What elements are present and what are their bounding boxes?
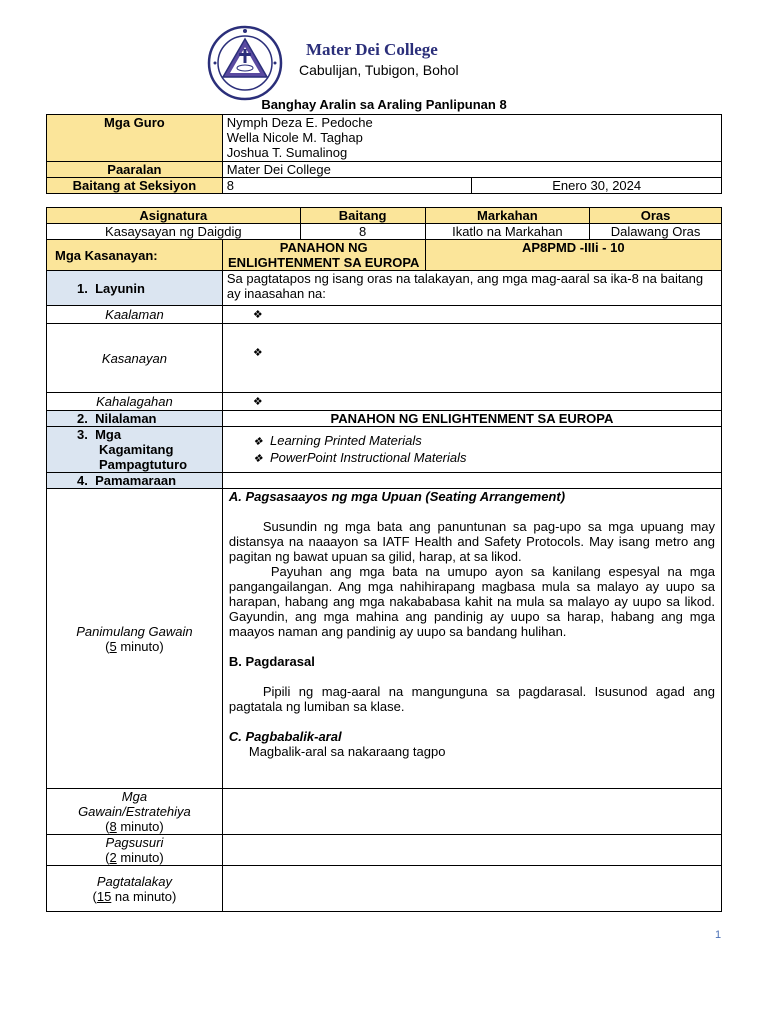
skill-content xyxy=(222,324,721,393)
subject-header: Asignatura xyxy=(47,208,301,224)
quarter-value: Ikatlo na Markahan xyxy=(425,224,590,240)
procedure-number: 4. xyxy=(77,473,88,488)
knowledge-content xyxy=(222,306,721,324)
topic-heading xyxy=(222,240,425,271)
activity-label-line: Pagtatalakay xyxy=(96,873,173,889)
introductory-activity-label xyxy=(47,489,223,789)
introductory-activity-content xyxy=(222,489,721,789)
teacher-name: Nymph Deza E. Pedoche xyxy=(226,115,373,130)
skills-label: Mga Kasanayan: xyxy=(47,240,223,271)
grade-value: 8 xyxy=(222,178,472,194)
analysis-label xyxy=(47,835,223,866)
material-item: ❖ Learning Printed Materials xyxy=(252,432,422,448)
page-number: 1 xyxy=(715,929,722,941)
content-number: 2. xyxy=(77,411,88,426)
materials-list xyxy=(222,427,721,473)
section-a-paragraph-1: Susundin ng mga bata ang panuntunan sa pag-upo sa mga upuang may distansya na naaayon sa IATF Health and Safety Protocols. May isang metro ang pagitan ng bawat upuan sa gilid, harap, at sa likod. xyxy=(228,519,715,564)
competency-code: AP8PMD -IIIi - 10 xyxy=(425,240,721,271)
school-address: Cabulijan, Tubigon, Bohol xyxy=(299,62,459,78)
school-label: Paaralan xyxy=(47,162,223,178)
activities-strategy-label xyxy=(47,789,223,835)
topic-line: PANAHON NG xyxy=(279,240,368,255)
introductory-activity-time: (5 minuto) xyxy=(105,638,164,654)
document-title: Banghay Aralin sa Araling Panlipunan 8 xyxy=(261,97,507,112)
objectives-label xyxy=(47,271,223,306)
teacher-info-table xyxy=(46,114,722,194)
date-value: Enero 30, 2024 xyxy=(472,178,722,194)
school-seal-logo xyxy=(207,25,283,101)
procedure-content xyxy=(222,473,721,489)
knowledge-label: Kaalaman xyxy=(47,306,223,324)
section-a-title: A. Pagsasaayos ng mga Upuan (Seating Arrangement) xyxy=(228,489,566,504)
diamond-bullet-icon: ❖ xyxy=(252,396,263,408)
activity-label-line: Pagsusuri xyxy=(105,835,164,850)
discussion-content xyxy=(222,866,721,912)
subject-value: Kasaysayan ng Daigdig xyxy=(47,224,301,240)
activities-strategy-content xyxy=(222,789,721,835)
discussion-label xyxy=(47,866,223,912)
activity-label-line: Mga xyxy=(121,789,148,804)
objectives-title: Layunin xyxy=(95,280,145,296)
diamond-bullet-icon: ❖ xyxy=(252,452,263,465)
grade-section-label: Baitang at Seksiyon xyxy=(47,178,223,194)
grade-header: Baitang xyxy=(300,208,425,224)
grade-cell-value: 8 xyxy=(300,224,425,240)
diamond-bullet-icon: ❖ xyxy=(252,347,263,359)
diamond-bullet-icon: ❖ xyxy=(252,309,263,321)
teacher-name: Wella Nicole M. Taghap xyxy=(226,130,363,145)
school-value: Mater Dei College xyxy=(222,162,721,178)
introductory-activity-title: Panimulang Gawain xyxy=(76,623,193,639)
content-value: PANAHON NG ENLIGHTENMENT SA EUROPA xyxy=(222,411,721,427)
section-c-paragraph: Magbalik-aral sa nakaraang tagpo xyxy=(248,744,446,759)
activity-time: (15 na minuto) xyxy=(92,888,177,904)
section-b-paragraph: Pipili ng mag-aaral na mangunguna sa pagdarasal. Isusunod agad ang pagtatala ng lumiban sa klase. xyxy=(228,684,715,714)
objectives-number: 1. xyxy=(77,280,88,296)
activity-time: (8 minuto) xyxy=(105,819,164,834)
school-name: Mater Dei College xyxy=(306,40,438,59)
objectives-text: Sa pagtatapos ng isang oras na talakayan, ang mga mag-aaral sa ika-8 na baitang ay inaasahan na: xyxy=(222,271,721,306)
activity-time: (2 minuto) xyxy=(105,850,164,865)
skill-label: Kasanayan xyxy=(47,324,223,393)
materials-title-line: Pampagtuturo xyxy=(99,457,188,472)
time-value: Dalawang Oras xyxy=(590,224,722,240)
value-content xyxy=(222,393,721,411)
teachers-list xyxy=(222,115,721,162)
procedure-title: Pamamaraan xyxy=(95,473,177,488)
materials-number: 3. xyxy=(77,427,88,442)
teacher-name: Joshua T. Sumalinog xyxy=(226,145,348,160)
materials-title-line: Kagamitang xyxy=(99,442,174,457)
value-label: Kahalagahan xyxy=(47,393,223,411)
section-c-title: C. Pagbabalik-aral xyxy=(228,729,342,744)
content-title: Nilalaman xyxy=(95,411,157,426)
material-item: ❖ PowerPoint Instructional Materials xyxy=(252,449,467,465)
time-header: Oras xyxy=(590,208,722,224)
procedure-label xyxy=(47,473,223,489)
teachers-label: Mga Guro xyxy=(47,115,223,162)
materials-label xyxy=(47,427,223,473)
section-a-paragraph-2: Payuhan ang mga bata na umupo ayon sa kanilang espesyal na mga pangangailangan. Ang mga nahihirapang magbasa mula sa malayo ay uupo sa harapan, habang ang mga nakababasa kahit na mula sa malayo ay uupo sa likod. Gayundin, ang mga mahina ang pandinig ay uupo sa harap, habang ang mga maayos naman ang pandinig ay uupo sa bandang hulihan. xyxy=(228,564,715,639)
activity-label-line: Gawain/Estratehiya xyxy=(78,804,191,819)
diamond-bullet-icon: ❖ xyxy=(252,435,263,448)
section-b-title: B. Pagdarasal xyxy=(228,654,315,669)
analysis-content xyxy=(222,835,721,866)
quarter-header: Markahan xyxy=(425,208,590,224)
materials-title-line: Mga xyxy=(95,427,122,442)
topic-line: ENLIGHTENMENT SA EUROPA xyxy=(228,255,420,270)
lesson-plan-table xyxy=(46,207,722,912)
content-label xyxy=(47,411,223,427)
